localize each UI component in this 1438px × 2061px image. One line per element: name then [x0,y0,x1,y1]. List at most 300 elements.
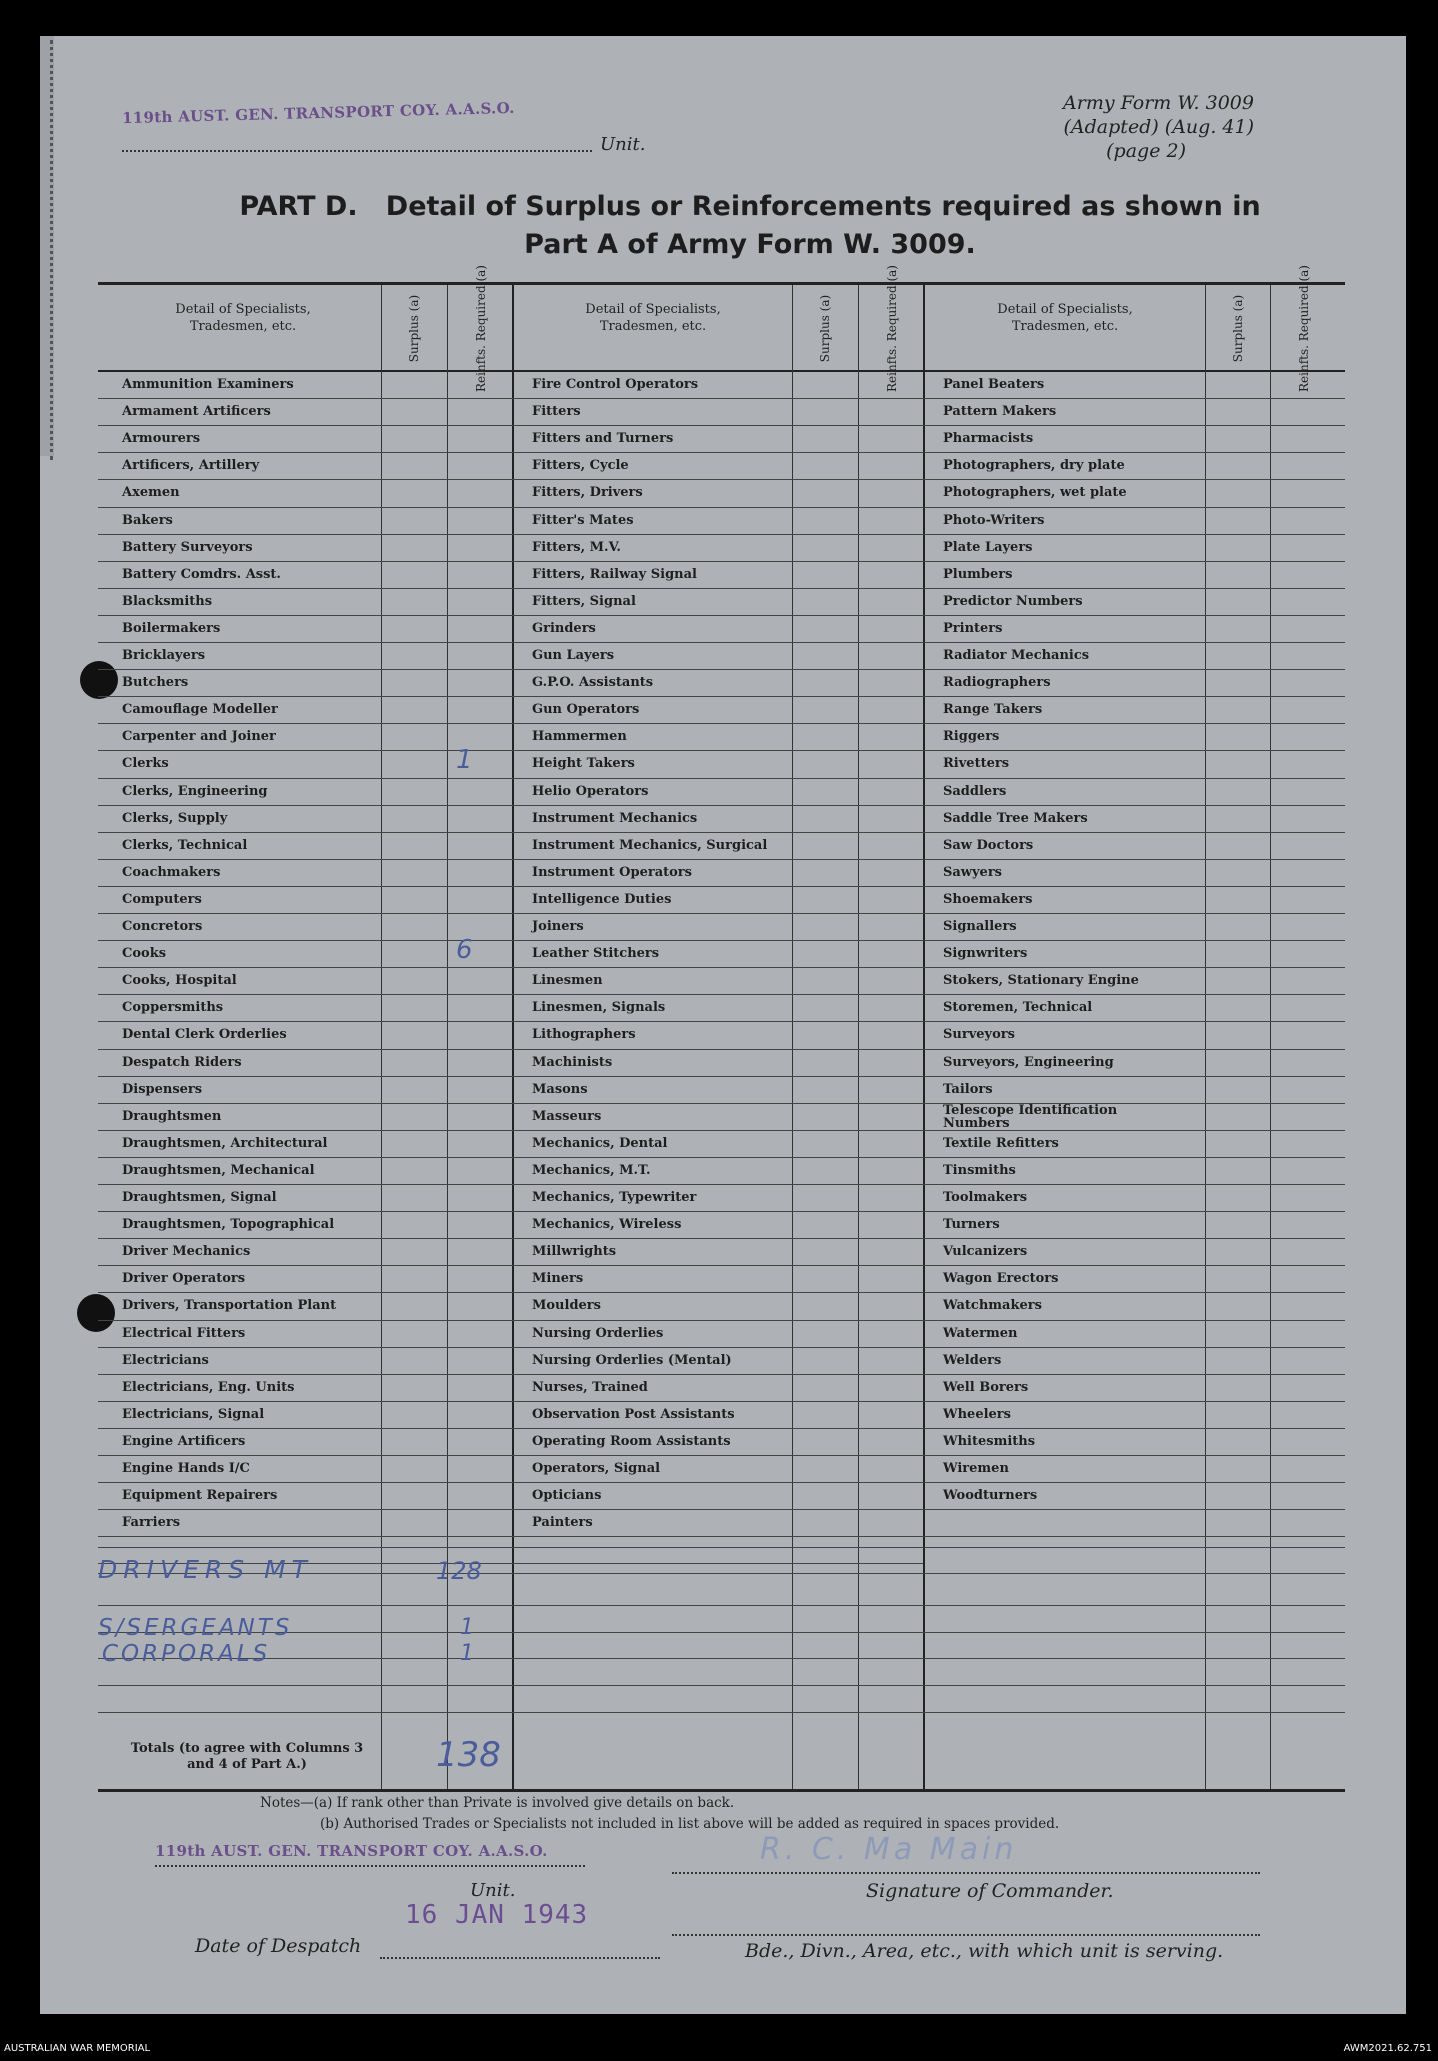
signature-label: Signature of Commander. [866,1880,1114,1902]
row-rule [923,1238,1345,1239]
table-row-label: Hammermen [532,729,627,744]
page-title [180,188,1320,264]
table-row-label: Telescope Identification Numbers [943,1103,1118,1131]
row-rule [923,1292,1345,1293]
totals-value: 138 [436,1735,501,1775]
row-rule [512,1509,923,1510]
table-row-label: Mechanics, M.T. [532,1163,651,1178]
blank-row-rule [98,1605,1345,1606]
bottom-unit-stamp: 119th AUST. GEN. TRANSPORT COY. A.A.S.O. [155,1842,548,1860]
table-row-label: Nursing Orderlies (Mental) [532,1353,732,1368]
table-row-label: Height Takers [532,756,635,771]
row-rule [923,1049,1345,1050]
row-rule [98,1455,512,1456]
row-rule [512,1211,923,1212]
table-row-label: Engine Artificers [122,1434,246,1449]
table-row-label: Radiographers [943,675,1051,690]
table-row-label: Nursing Orderlies [532,1326,664,1341]
row-rule [98,1184,512,1185]
row-rule [98,1292,512,1293]
table-row-label: Masons [532,1082,588,1097]
row-rule [98,642,512,643]
header-detail-3: Detail of Specialists, Tradesmen, etc. [997,302,1133,334]
row-rule [923,967,1345,968]
row-rule [98,615,512,616]
form-ref-line1: Army Form W. 3009 [1063,92,1254,114]
row-rule [512,832,923,833]
row-rule [98,1401,512,1402]
table-row-label: Fitters, Railway Signal [532,567,697,582]
table-row-label: Armament Artificers [122,404,271,419]
row-rule [98,669,512,670]
header-surplus-2: Surplus (a) [818,294,833,362]
handwritten-row-value: 1 [460,1615,474,1640]
table-row-label: Draughtsmen [122,1109,222,1124]
row-rule [923,588,1345,589]
row-rule [512,994,923,995]
row-rule [923,1509,1345,1510]
col-rule [1270,285,1271,1789]
table-row-label: Plumbers [943,567,1013,582]
row-rule [512,561,923,562]
header-reinfts-2: Reinfts. Required (a) [884,264,899,392]
table-row-label: Moulders [532,1298,601,1313]
table-row-label: Draughtsmen, Topographical [122,1217,335,1232]
note-b: (b) Authorised Trades or Specialists not included in list above will be added as required in spaces provided. [320,1816,1060,1832]
row-rule [923,886,1345,887]
row-rule [923,1021,1345,1022]
row-rule [512,507,923,508]
row-rule [98,534,512,535]
row-rule [98,778,512,779]
specialists-table [98,264,1345,1792]
table-row-label: Armourers [122,431,201,446]
row-rule [512,534,923,535]
row-rule [923,1320,1345,1321]
table-row-label: Photo-Writers [943,513,1045,528]
handwritten-row-value: 128 [436,1557,482,1585]
table-row-label: Whitesmiths [943,1434,1036,1449]
header-detail-2: Detail of Specialists, Tradesmen, etc. [585,302,721,334]
table-row-label: Surveyors [943,1027,1015,1042]
table-row-label: Woodturners [943,1488,1038,1503]
title-line-2: Part A of Army Form W. 3009. [524,229,976,260]
table-row-label: Vulcanizers [943,1244,1028,1259]
table-row-label: Computers [122,892,202,907]
table-row-label: Fitter's Mates [532,513,634,528]
table-row-label: Wheelers [943,1407,1011,1422]
table-row-label: Joiners [532,919,584,934]
bde-label: Bde., Divn., Area, etc., with which unit is serving. [745,1940,1224,1962]
table-row-label: Electricians, Signal [122,1407,265,1422]
date-stamp: 16 JAN 1943 [405,1900,589,1930]
table-row-label: Bakers [122,513,173,528]
row-rule [923,1184,1345,1185]
row-rule [923,913,1345,914]
row-rule [98,507,512,508]
table-row-label: Instrument Operators [532,865,692,880]
table-row-label: Welders [943,1353,1002,1368]
row-rule [98,1103,512,1104]
form-ref-line2: (Adapted) (Aug. 41) [1063,116,1254,138]
form-ref-line3: (page 2) [1106,140,1186,162]
table-row-label: Instrument Mechanics, Surgical [532,838,768,853]
header-reinfts-1: Reinfts. Required (a) [473,264,488,392]
row-rule [512,1157,923,1158]
row-rule [512,1401,923,1402]
row-rule [512,1320,923,1321]
row-rule [98,723,512,724]
row-rule [512,778,923,779]
row-rule [98,750,512,751]
table-row-label: Artificers, Artillery [122,458,260,473]
row-rule [512,1076,923,1077]
row-rule [923,1482,1345,1483]
section-divider [923,285,925,1789]
row-rule [98,452,512,453]
row-rule [512,452,923,453]
row-rule [98,1482,512,1483]
row-rule [923,1374,1345,1375]
table-row-label: Clerks, Engineering [122,784,268,799]
blank-row-rule [98,1547,1345,1548]
table-row-label: Saw Doctors [943,838,1034,853]
row-rule [98,1265,512,1266]
table-row-label: Draughtsmen, Architectural [122,1136,328,1151]
row-rule [923,425,1345,426]
row-rule [923,1265,1345,1266]
unit-label: Unit. [600,134,646,155]
row-rule [512,913,923,914]
entry-cooks: 6 [456,935,473,965]
table-row-label: Fitters [532,404,581,419]
row-rule [923,832,1345,833]
row-rule [98,1238,512,1239]
perforation-line [50,40,53,460]
blank-row-rule [98,1658,1345,1659]
table-row-label: Dental Clerk Orderlies [122,1027,287,1042]
table-row-label: Clerks [122,756,169,771]
row-rule [923,1211,1345,1212]
row-rule [923,1157,1345,1158]
table-row-label: Coachmakers [122,865,221,880]
row-rule [923,642,1345,643]
row-rule [98,967,512,968]
table-row-label: Predictor Numbers [943,594,1083,609]
table-row-label: Blacksmiths [122,594,213,609]
bde-line [672,1934,1260,1936]
row-rule [923,778,1345,779]
signature-line [672,1872,1260,1874]
row-rule [512,1482,923,1483]
row-rule [923,1455,1345,1456]
header-surplus-3: Surplus (a) [1231,294,1246,362]
row-rule [923,859,1345,860]
table-row-label: Axemen [122,485,180,500]
row-rule [923,452,1345,453]
row-rule [923,1536,1345,1537]
table-row-label: Surveyors, Engineering [943,1055,1114,1070]
row-rule [923,1076,1345,1077]
table-row-label: Pharmacists [943,431,1034,446]
row-rule [923,723,1345,724]
entry-clerks: 1 [456,745,473,775]
row-rule [512,1536,923,1537]
row-rule [98,859,512,860]
table-row-label: Riggers [943,729,1000,744]
handwritten-row-label: S/SERGEANTS [98,1615,293,1641]
row-rule [923,398,1345,399]
row-rule [512,425,923,426]
table-row-label: Carpenter and Joiner [122,729,276,744]
row-rule [98,1076,512,1077]
table-row-label: Camouflage Modeller [122,702,278,717]
table-row-label: Cooks [122,946,167,961]
row-rule [512,967,923,968]
row-rule [98,1428,512,1429]
signature: R. C. Ma Main [760,1832,1018,1867]
row-rule [98,1374,512,1375]
row-rule [512,940,923,941]
row-rule [512,1347,923,1348]
handwritten-row-label: CORPORALS [102,1641,271,1667]
row-rule [512,1455,923,1456]
table-row-label: Linesmen, Signals [532,1000,666,1015]
row-rule [512,1265,923,1266]
table-row-label: Draughtsmen, Mechanical [122,1163,315,1178]
header-reinfts-3: Reinfts. Required (a) [1296,264,1311,392]
row-rule [98,1157,512,1158]
row-rule [923,1428,1345,1429]
row-rule [923,534,1345,535]
row-rule [512,1292,923,1293]
row-rule [923,669,1345,670]
table-row-label: Draughtsmen, Signal [122,1190,277,1205]
row-rule [98,1130,512,1131]
table-row-label: Signallers [943,919,1017,934]
table-row-label: Well Borers [943,1380,1029,1395]
row-rule [512,669,923,670]
row-rule [512,859,923,860]
table-row-label: G.P.O. Assistants [532,675,654,690]
row-rule [512,805,923,806]
blank-row-rule [98,1685,1345,1686]
row-rule [512,696,923,697]
table-row-label: Saddlers [943,784,1007,799]
row-rule [512,1374,923,1375]
table-row-label: Electrical Fitters [122,1326,246,1341]
table-row-label: Mechanics, Dental [532,1136,668,1151]
row-rule [98,1509,512,1510]
row-rule [512,1021,923,1022]
blank-row-rule [98,1712,1345,1713]
row-rule [512,723,923,724]
table-row-label: Pattern Makers [943,404,1057,419]
table-row-label: Driver Operators [122,1271,246,1286]
table-row-label: Despatch Riders [122,1055,242,1070]
row-rule [923,1347,1345,1348]
table-row-label: Fire Control Operators [532,377,699,392]
table-row-label: Butchers [122,675,189,690]
table-row-label: Fitters and Turners [532,431,674,446]
table-row-label: Miners [532,1271,584,1286]
table-row-label: Driver Mechanics [122,1244,251,1259]
table-row-label: Operating Room Assistants [532,1434,731,1449]
table-row-label: Watermen [943,1326,1018,1341]
row-rule [98,1021,512,1022]
row-rule [512,615,923,616]
row-rule [98,994,512,995]
table-row-label: Linesmen [532,973,603,988]
table-row-label: Cooks, Hospital [122,973,237,988]
header-detail-1: Detail of Specialists, Tradesmen, etc. [175,302,311,334]
date-label: Date of Despatch [195,1935,362,1957]
row-rule [98,696,512,697]
row-rule [98,1320,512,1321]
table-row-label: Nurses, Trained [532,1380,648,1395]
row-rule [98,832,512,833]
table-row-label: Signwriters [943,946,1028,961]
table-row-label: Drivers, Transportation Plant [122,1298,337,1313]
header-divider [98,370,1345,372]
row-rule [98,913,512,914]
table-row-label: Electricians, Eng. Units [122,1380,295,1395]
totals-label: Totals (to agree with Columns 3 and 4 of Part A.) [130,1741,364,1772]
table-row-label: Operators, Signal [532,1461,661,1476]
note-a: Notes—(a) If rank other than Private is involved give details on back. [260,1795,735,1811]
table-row-label: Leather Stitchers [532,946,660,961]
row-rule [512,1563,923,1564]
row-rule [923,561,1345,562]
row-rule [98,886,512,887]
table-row-label: Wiremen [943,1461,1009,1476]
footer-accession: AWM2021.62.751 [1343,2043,1432,2054]
table-row-label: Electricians [122,1353,209,1368]
table-row-label: Farriers [122,1515,181,1530]
table-row-label: Saddle Tree Makers [943,811,1088,826]
table-row-label: Painters [532,1515,593,1530]
row-rule [512,479,923,480]
row-rule [923,994,1345,995]
table-row-label: Photographers, wet plate [943,485,1127,500]
table-row-label: Printers [943,621,1003,636]
table-row-label: Dispensers [122,1082,203,1097]
table-row-label: Boilermakers [122,621,221,636]
table-row-label: Fitters, M.V. [532,540,621,555]
unit-line [122,150,592,152]
row-rule [512,1238,923,1239]
table-row-label: Engine Hands I/C [122,1461,250,1476]
table-row-label: Fitters, Cycle [532,458,629,473]
row-rule [98,1536,512,1537]
row-rule [98,805,512,806]
row-rule [98,398,512,399]
handwritten-row-value: 1 [460,1641,474,1666]
row-rule [923,805,1345,806]
table-row-label: Toolmakers [943,1190,1028,1205]
table-row-label: Mechanics, Wireless [532,1217,682,1232]
row-rule [923,940,1345,941]
row-rule [512,588,923,589]
date-line [380,1957,660,1959]
table-row-label: Radiator Mechanics [943,648,1090,663]
row-rule [98,1211,512,1212]
table-row-label: Mechanics, Typewriter [532,1190,697,1205]
row-rule [512,1103,923,1104]
table-row-label: Intelligence Duties [532,892,672,907]
row-rule [98,1049,512,1050]
table-row-label: Tinsmiths [943,1163,1016,1178]
row-rule [923,479,1345,480]
table-row-label: Wagon Erectors [943,1271,1059,1286]
row-rule [512,1049,923,1050]
row-rule [512,1184,923,1185]
row-rule [512,886,923,887]
row-rule [98,588,512,589]
table-row-label: Coppersmiths [122,1000,224,1015]
table-row-label: Millwrights [532,1244,617,1259]
table-row-label: Shoemakers [943,892,1033,907]
table-row-label: Opticians [532,1488,602,1503]
table-row-label: Range Takers [943,702,1043,717]
unit-stamp: 119th AUST. GEN. TRANSPORT COY. A.A.S.O. [121,98,515,128]
table-row-label: Grinders [532,621,596,636]
row-rule [512,642,923,643]
handwritten-row-label: DRIVERS MT [98,1555,313,1584]
row-rule [98,479,512,480]
table-row-label: Sawyers [943,865,1002,880]
row-rule [98,1347,512,1348]
table-row-label: Storemen, Technical [943,1000,1093,1015]
row-rule [98,940,512,941]
table-row-label: Helio Operators [532,784,649,799]
table-row-label: Equipment Repairers [122,1488,278,1503]
bottom-unit-line [155,1865,585,1867]
table-row-label: Machinists [532,1055,613,1070]
table-row-label: Concretors [122,919,203,934]
row-rule [923,615,1345,616]
row-rule [923,507,1345,508]
table-row-label: Ammunition Examiners [122,377,294,392]
table-row-label: Gun Operators [532,702,640,717]
table-row-label: Rivetters [943,756,1010,771]
table-row-label: Photographers, dry plate [943,458,1125,473]
title-line-1: PART D. Detail of Surplus or Reinforcements required as shown in [239,191,1261,222]
table-row-label: Turners [943,1217,1000,1232]
row-rule [512,1428,923,1429]
table-row-label: Observation Post Assistants [532,1407,735,1422]
table-row-label: Fitters, Signal [532,594,636,609]
row-rule [98,425,512,426]
table-row-label: Textile Refitters [943,1136,1059,1151]
table-row-label: Masseurs [532,1109,602,1124]
header-surplus-1: Surplus (a) [407,294,422,362]
table-row-label: Fitters, Drivers [532,485,643,500]
table-row-label: Battery Comdrs. Asst. [122,567,281,582]
table-row-label: Tailors [943,1082,993,1097]
table-row-label: Instrument Mechanics [532,811,698,826]
bottom-unit-label: Unit. [470,1880,516,1901]
row-rule [512,398,923,399]
row-rule [512,750,923,751]
row-rule [512,1130,923,1131]
table-row-label: Stokers, Stationary Engine [943,973,1139,988]
table-row-label: Plate Layers [943,540,1033,555]
table-row-label: Gun Layers [532,648,615,663]
footer-credit: AUSTRALIAN WAR MEMORIAL [4,2043,151,2054]
row-rule [923,1401,1345,1402]
row-rule [923,696,1345,697]
